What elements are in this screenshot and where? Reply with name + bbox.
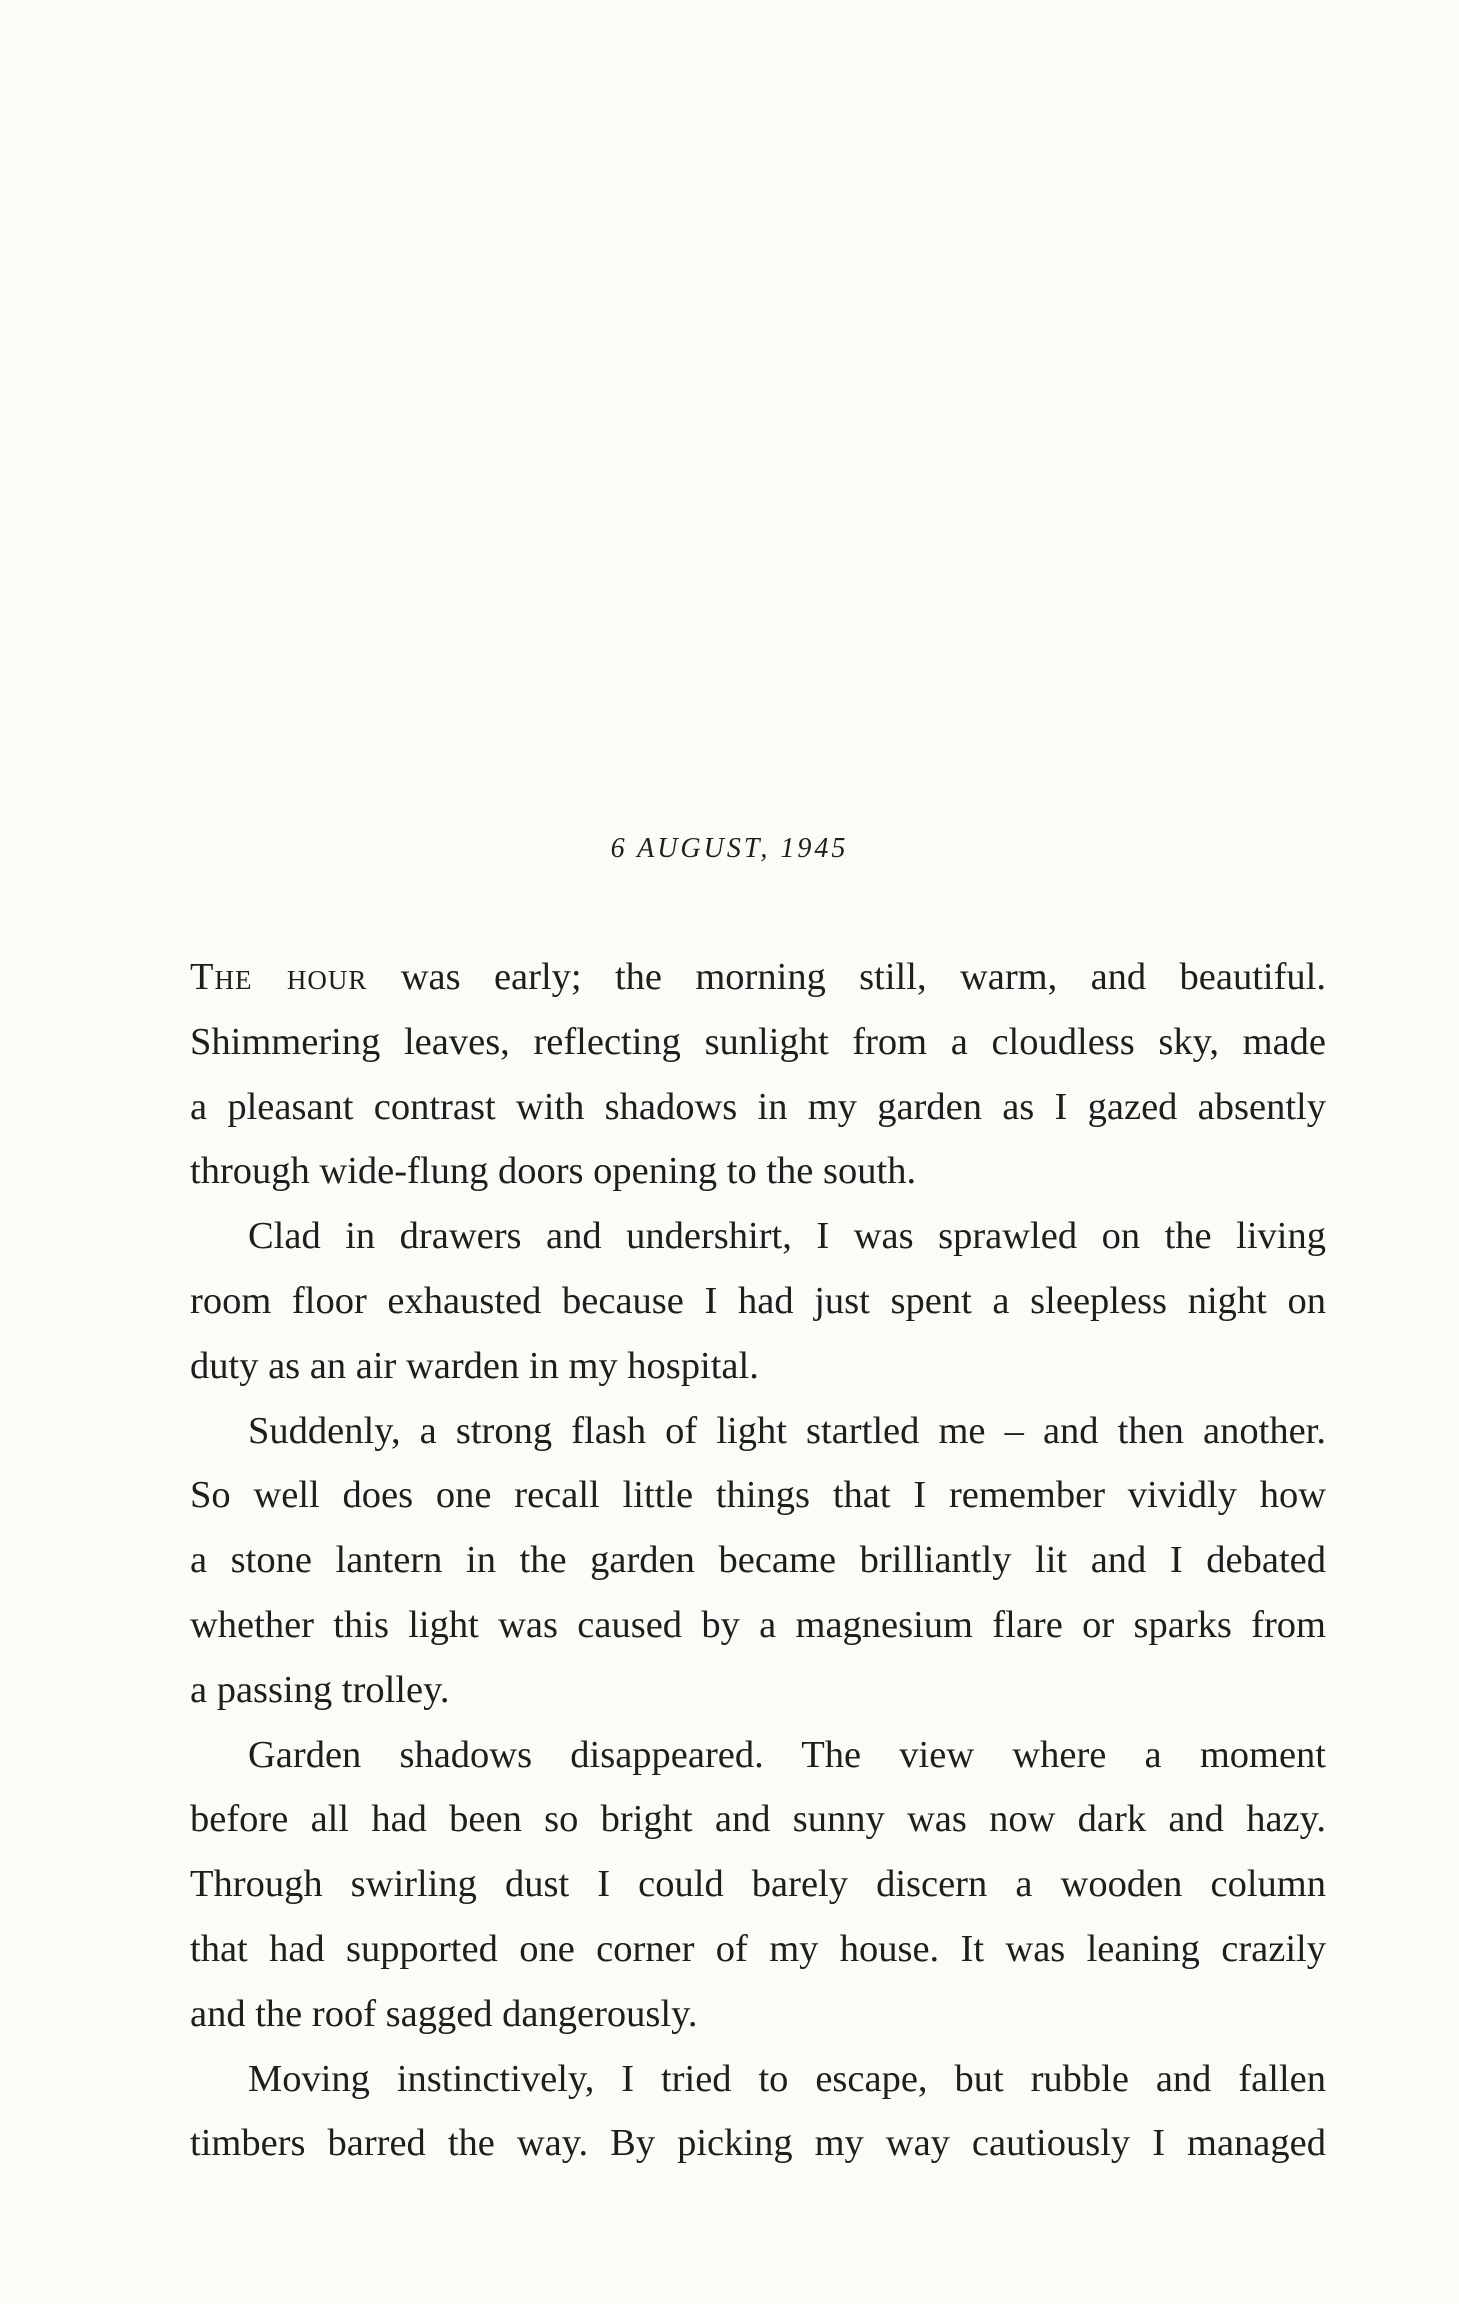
text-line: Suddenly, a strong flash of light startled me – and then another. xyxy=(248,1409,1326,1452)
text-line: through wide-flung doors opening to the south. xyxy=(190,1150,917,1193)
text-line: a pleasant contrast with shadows in my garden as I gazed absently xyxy=(190,1085,1326,1128)
text-line: a passing trolley. xyxy=(190,1668,450,1711)
text-line: The hour was early; the morning still, warm, and beautiful. xyxy=(190,956,1326,998)
text-line: that had supported one corner of my house. It was leaning crazily xyxy=(190,1927,1326,1970)
text-line: a stone lantern in the garden became brilliantly lit and I debated xyxy=(190,1539,1326,1582)
text-line: Clad in drawers and undershirt, I was sprawled on the living xyxy=(248,1215,1326,1258)
text-line: Through swirling dust I could barely discern a wooden column xyxy=(190,1863,1326,1906)
text-line: before all had been so bright and sunny was now dark and hazy. xyxy=(190,1798,1326,1841)
body-text xyxy=(190,945,1326,2176)
text-line: duty as an air warden in my hospital. xyxy=(190,1344,759,1387)
text-line: room floor exhausted because I had just spent a sleepless night on xyxy=(190,1279,1326,1322)
text-line: timbers barred the way. By picking my way cautiously I managed xyxy=(190,2122,1326,2165)
text-line: So well does one recall little things that I remember vividly how xyxy=(190,1474,1326,1517)
text-line: Garden shadows disappeared. The view where a moment xyxy=(248,1733,1326,1776)
paragraph-2 xyxy=(190,1204,1326,1398)
paragraph-1 xyxy=(190,945,1326,1204)
text-line: Moving instinctively, I tried to escape, but rubble and fallen xyxy=(248,2057,1326,2100)
text-line: whether this light was caused by a magnesium flare or sparks from xyxy=(190,1603,1326,1646)
text-line: Shimmering leaves, reflecting sunlight from a cloudless sky, made xyxy=(190,1020,1326,1063)
paragraph-5 xyxy=(190,2047,1326,2177)
paragraph-3 xyxy=(190,1399,1326,1723)
text-line: and the roof sagged dangerously. xyxy=(190,1992,698,2035)
paragraph-4 xyxy=(190,1723,1326,2047)
small-caps-lead: The hour xyxy=(190,956,368,998)
chapter-date-heading: 6 AUGUST, 1945 xyxy=(610,833,849,864)
